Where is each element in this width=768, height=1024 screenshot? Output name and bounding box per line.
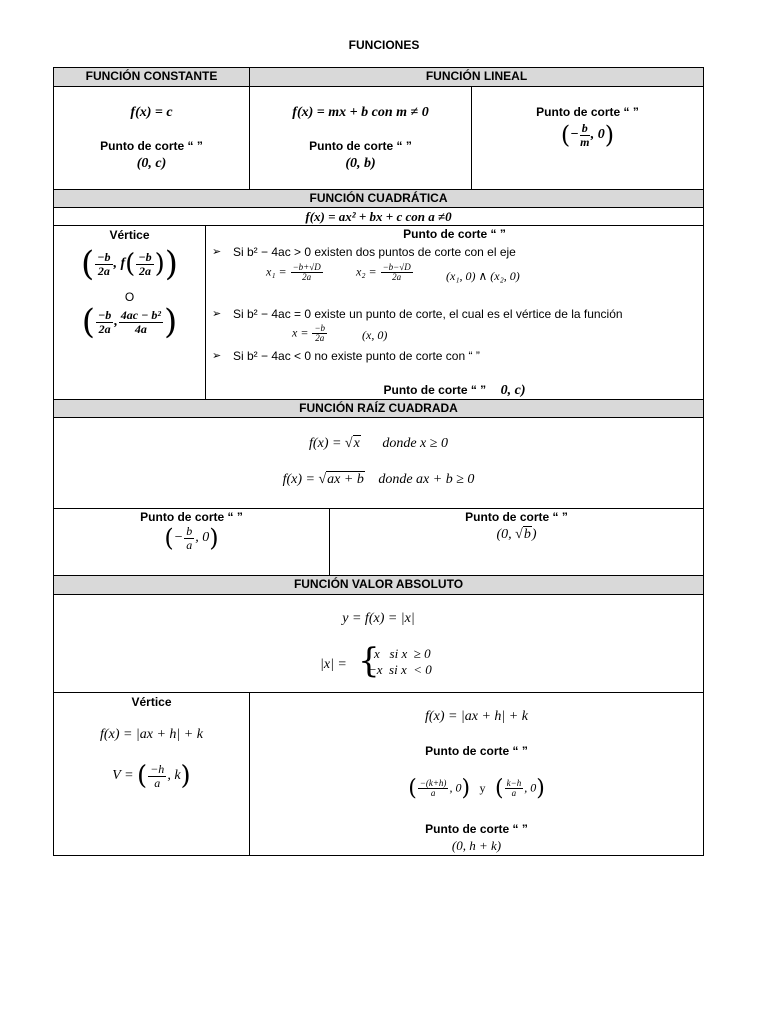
lineal-formula: f(x) = mx + b con m ≠ 0 (292, 105, 429, 120)
raiz-corte-x-cell (53, 508, 330, 576)
cuadratica-case-2-x: x = $\frac{-b}{2a}$ (292, 323, 326, 344)
absoluto-vertice-v: V = ( $\frac{-h}{a}$ , k) (112, 761, 191, 791)
cuadratica-case-3: Si b² − 4ac < 0 no existe punto de corte con “ ” (233, 349, 480, 363)
header-funcion-constante: FUNCIÓN CONSTANTE (53, 67, 250, 87)
bullet-arrow-icon: ➢ (212, 308, 222, 320)
absoluto-corte-cell (249, 692, 704, 856)
constante-corte-point: (0, c) (136, 156, 167, 171)
cuadratica-vertice-formula-1: ( $\frac{-b}{2a}$ , f( $\frac{-b}{2a}$ )) (80, 244, 179, 284)
lineal-corte-label-y: Punto de corte “ ” (309, 139, 412, 153)
lineal-left-cell (249, 86, 472, 190)
absoluto-corte-points-x: ( $\frac{-(k+h)}{a}$ , 0) y ( $\frac{k-h}{a}$ , 0) (408, 776, 545, 801)
cuadratica-vertice-label: Vértice (109, 228, 150, 242)
cuadratica-case-1-x2: x₂ = $\frac{-b-√D}{2a}$ (356, 262, 411, 283)
raiz-formula-1: f(x) = √x donde x ≥ 0 (309, 436, 448, 451)
cuadratica-vertice-o: O (124, 290, 135, 304)
absoluto-vertice-cell (53, 692, 250, 856)
bullet-arrow-icon: ➢ (212, 246, 222, 258)
lineal-corte-point-x: (− $\frac{b}{m}$ , 0) (560, 120, 615, 149)
absoluto-vertice-label: Vértice (131, 695, 172, 709)
cuadratica-vertice-cell (53, 225, 206, 400)
constante-corte-label: Punto de corte “ ” (100, 139, 203, 153)
cuadratica-case-1: Si b² − 4ac > 0 existen dos puntos de corte con el eje (233, 245, 516, 259)
raiz-formulas-cell (53, 417, 704, 509)
raiz-corte-point-x: (− $\frac{b}{a}$ , 0) (164, 523, 219, 552)
header-funcion-lineal: FUNCIÓN LINEAL (249, 67, 704, 87)
lineal-corte-point-y: (0, b) (345, 156, 376, 171)
cuadratica-case-2-point: (x, 0) (362, 328, 388, 342)
cuadratica-corte-label: Punto de corte “ ” (403, 227, 506, 241)
header-funcion-raiz: FUNCIÓN RAÍZ CUADRADA (53, 399, 704, 418)
cuadratica-corte-y: Punto de corte “ ” 0, c) (383, 383, 526, 398)
absoluto-corte-point-y: (0, h + k) (451, 838, 502, 853)
raiz-corte-point-y: (0, √b) (496, 527, 537, 542)
header-funcion-valor-absoluto: FUNCIÓN VALOR ABSOLUTO (53, 575, 704, 595)
absoluto-corte-label-y: Punto de corte “ ” (425, 822, 528, 836)
cuadratica-case-1-points: (x₁, 0) ∧ (x₂, 0) (446, 269, 520, 283)
cuadratica-corte-cell (205, 225, 704, 400)
constante-cell (53, 86, 250, 190)
cuadratica-vertice-formula-2: ( $\frac{-b}{2a}$ , $\frac{\text{4ac − b²}}{4a}$ ) (81, 302, 178, 342)
absoluto-corte-label-x: Punto de corte “ ” (425, 744, 528, 758)
absoluto-right-formula: f(x) = |ax + h| + k (425, 709, 528, 724)
absoluto-def: y = f(x) = |x| (342, 611, 415, 626)
cuadratica-case-1-x1: x₁ = $\frac{-b+√D}{2a}$ (266, 262, 321, 283)
raiz-corte-label-y: Punto de corte “ ” (465, 510, 568, 524)
lineal-right-cell (471, 86, 704, 190)
cuadratica-case-2: Si b² − 4ac = 0 existe un punto de corte, el cual es el vértice de la función (233, 307, 623, 321)
lineal-corte-label-x: Punto de corte “ ” (536, 105, 639, 119)
raiz-corte-label-x: Punto de corte “ ” (140, 510, 243, 524)
constante-formula: f(x) = c (130, 105, 173, 120)
absoluto-vertice-formula: f(x) = |ax + h| + k (100, 727, 203, 742)
raiz-formula-2: f(x) = √ax + b donde ax + b ≥ 0 (282, 472, 475, 487)
raiz-corte-y-cell (329, 508, 704, 576)
page-title: FUNCIONES (348, 38, 420, 52)
bullet-arrow-icon: ➢ (212, 350, 222, 362)
absoluto-def-cell: y = f(x) = |x| |x| = { x si x ≥ 0 −x si x < 0 (53, 594, 704, 693)
header-funcion-cuadratica: FUNCIÓN CUADRÁTICA (53, 189, 704, 208)
cuadratica-formula: f(x) = ax² + bx + c con a ≠0 (53, 207, 704, 226)
